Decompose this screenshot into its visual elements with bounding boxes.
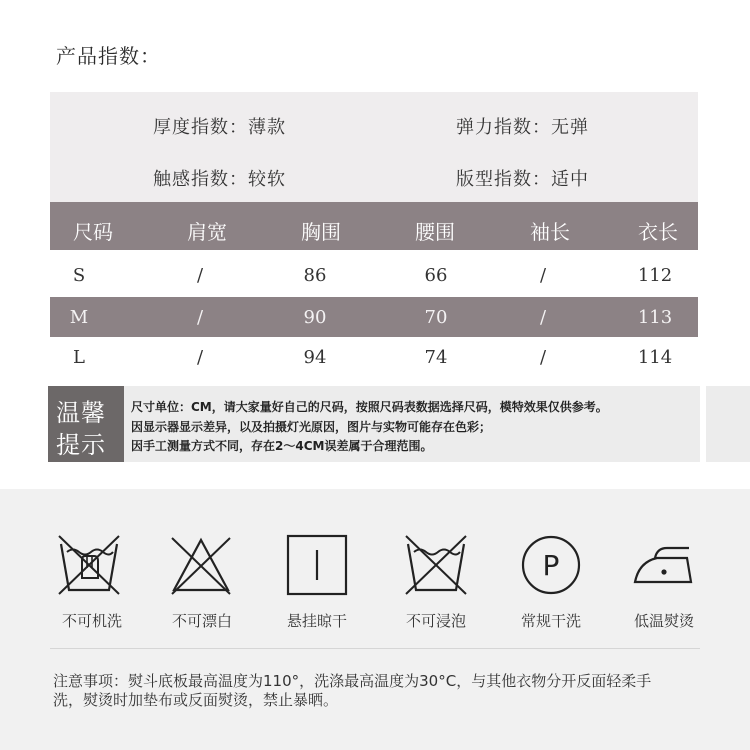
care-label-no-bleach: 不可漂白 [171, 612, 232, 630]
care-label-no-soak: 不可浸泡 [405, 612, 466, 630]
table-cell: 90 [303, 307, 327, 328]
tips-panel-edge [706, 386, 750, 462]
care-note-line1: 注意事项：熨斗底板最高温度为110°，洗涤最高温度为30°C，与其他衣物分开反面轻柔手 [53, 672, 652, 690]
table-cell: 94 [303, 347, 327, 368]
touch-index: 触感指数：较软 [153, 169, 286, 190]
thickness-index: 厚度指数：薄款 [153, 117, 286, 138]
table-cell: 112 [637, 265, 673, 286]
page-title: 产品指数： [56, 44, 161, 68]
table-cell: 66 [424, 265, 448, 286]
table-cell: / [539, 347, 547, 368]
table-cell: S [72, 265, 86, 286]
fit-index: 版型指数：适中 [456, 169, 589, 190]
table-cell: L [73, 347, 85, 368]
no-bleach-icon [170, 534, 232, 596]
care-note-line2: 洗，熨烫时加垫布或反面熨烫，禁止暴晒。 [53, 691, 339, 709]
tips-label-line2: 提示 [56, 431, 106, 459]
header-sleeve: 袖长 [530, 220, 570, 244]
header-shoulder: 肩宽 [187, 220, 227, 244]
tip-line-1: 尺寸单位：CM，请大家量好自己的尺码，按照尺码表数据选择尺码，模特效果仅供参考。 [131, 400, 608, 414]
no-machine-wash-icon [58, 534, 120, 596]
elasticity-index: 弹力指数：无弹 [456, 117, 589, 138]
tips-label-line1: 温馨 [56, 399, 106, 427]
table-cell: / [539, 307, 547, 328]
no-soak-icon [405, 534, 467, 596]
care-label-low-iron: 低温熨烫 [633, 612, 694, 630]
line-dry-icon [286, 534, 348, 596]
header-waist: 腰围 [415, 220, 455, 244]
table-cell: / [196, 347, 204, 368]
care-label-line-dry: 悬挂晾干 [286, 612, 347, 630]
table-cell: / [196, 307, 204, 328]
table-cell: 113 [637, 307, 673, 328]
tip-line-3: 因手工测量方式不同，存在2～4CM误差属于合理范围。 [131, 439, 433, 453]
table-cell: 74 [424, 347, 448, 368]
table-cell: 86 [303, 265, 327, 286]
table-cell: 70 [424, 307, 448, 328]
header-size: 尺码 [73, 220, 113, 244]
dry-clean-icon [520, 534, 582, 596]
care-divider [50, 648, 700, 649]
care-label-no-machine-wash: 不可机洗 [61, 612, 122, 630]
tip-line-2: 因显示器显示差异，以及拍摄灯光原因，图片与实物可能存在色彩； [131, 420, 492, 434]
header-chest: 胸围 [301, 220, 341, 244]
header-length: 衣长 [638, 220, 678, 244]
table-cell: 114 [637, 347, 673, 368]
table-cell: / [539, 265, 547, 286]
index-panel [50, 92, 698, 202]
svg-text:P: P [542, 549, 560, 582]
low-iron-icon [633, 534, 695, 596]
care-label-dry-clean: 常规干洗 [520, 612, 581, 630]
table-cell: M [69, 307, 89, 328]
table-cell: / [196, 265, 204, 286]
